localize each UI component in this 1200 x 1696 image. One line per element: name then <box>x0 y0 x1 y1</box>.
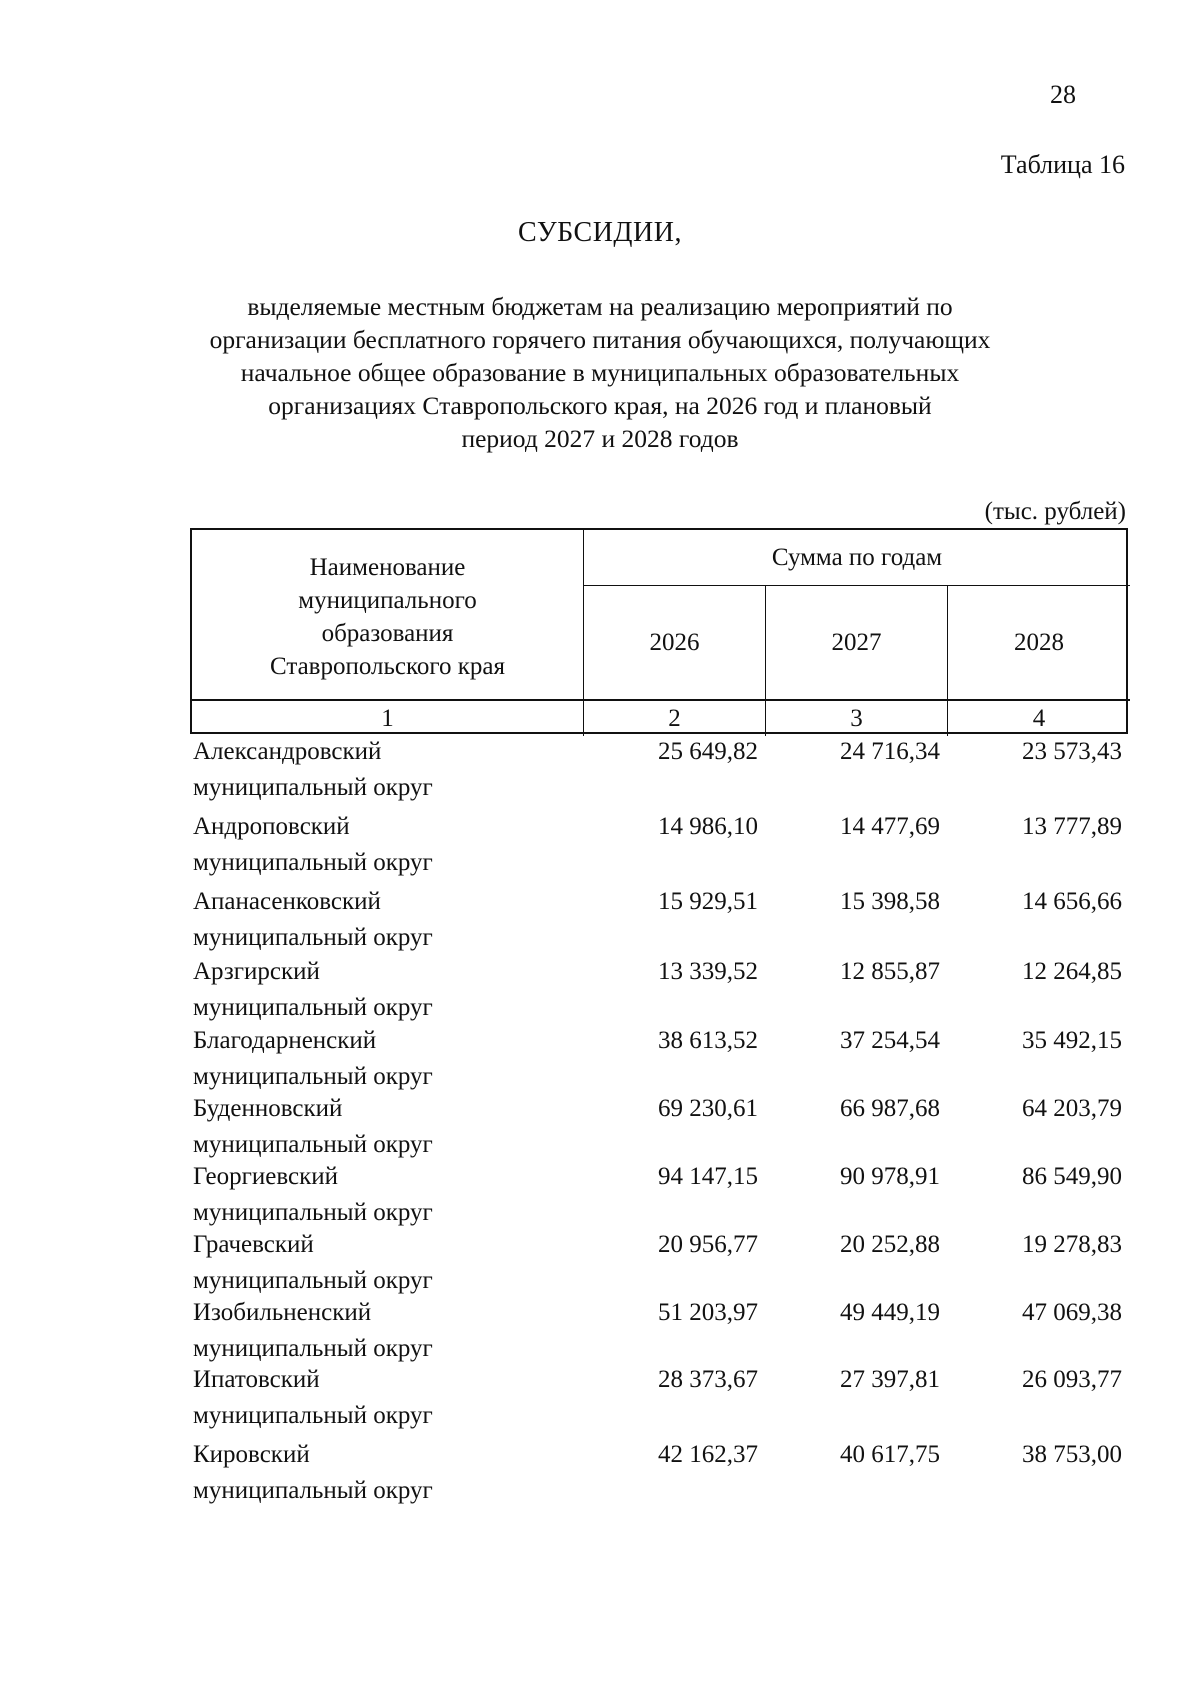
value-2027: 15 398,58 <box>840 888 940 915</box>
column-number: 1 <box>192 699 584 736</box>
value-2026: 28 373,67 <box>658 1366 758 1393</box>
value-2028: 64 203,79 <box>1022 1095 1122 1122</box>
table-label: Таблица 16 <box>1000 150 1125 179</box>
value-2028: 26 093,77 <box>1022 1366 1122 1393</box>
value-2027: 37 254,54 <box>840 1027 940 1054</box>
header-year-2026: 2026 <box>584 586 766 699</box>
municipality-name: Арзгирский муниципальный округ <box>193 958 433 1021</box>
table-row <box>190 1227 1128 1295</box>
column-number: 3 <box>766 699 948 736</box>
table-row <box>190 1437 1128 1512</box>
value-2027: 90 978,91 <box>840 1163 940 1190</box>
document-title: СУБСИДИИ, <box>518 217 682 248</box>
municipality-name: Кировский муниципальный округ <box>193 1441 433 1504</box>
municipality-name: Георгиевский муниципальный округ <box>193 1163 433 1226</box>
value-2027: 66 987,68 <box>840 1095 940 1122</box>
value-2026: 20 956,77 <box>658 1231 758 1258</box>
header-sum-by-years: Сумма по годам <box>584 530 1130 586</box>
table-header <box>190 528 1128 734</box>
value-2026: 94 147,15 <box>658 1163 758 1190</box>
subtitle-line: организациях Ставропольского края, на 2026 год и плановый <box>268 391 932 420</box>
value-2027: 49 449,19 <box>840 1299 940 1326</box>
municipality-name: Апанасенковский муниципальный округ <box>193 888 433 951</box>
header-municipality <box>192 530 584 699</box>
column-number: 4 <box>948 699 1130 736</box>
value-2026: 42 162,37 <box>658 1441 758 1468</box>
value-2027: 24 716,34 <box>840 738 940 765</box>
municipality-name: Благодарненский муниципальный округ <box>193 1027 433 1090</box>
table-row <box>190 734 1128 809</box>
table-row <box>190 1023 1128 1091</box>
header-name-line: образования <box>321 619 454 647</box>
value-2027: 40 617,75 <box>840 1441 940 1468</box>
value-2027: 14 477,69 <box>840 813 940 840</box>
header-year-2027: 2027 <box>766 586 948 699</box>
table-row <box>190 954 1128 1023</box>
subtitle-line: начальное общее образование в муниципальных образовательных <box>240 358 960 387</box>
table-row <box>190 1091 1128 1159</box>
value-2026: 25 649,82 <box>658 738 758 765</box>
header-year-2028: 2028 <box>1014 628 1064 656</box>
municipality-name: Буденновский муниципальный округ <box>193 1095 433 1158</box>
value-2028: 12 264,85 <box>1022 958 1122 985</box>
document-subtitle <box>150 290 1050 455</box>
subtitle-line: период 2027 и 2028 годов <box>461 424 739 453</box>
column-number: 2 <box>584 699 766 736</box>
units-note: (тыс. рублей) <box>984 498 1126 525</box>
subtitle-line: выделяемые местным бюджетам на реализацию мероприятий по <box>247 292 953 321</box>
table-row <box>190 884 1128 954</box>
value-2026: 69 230,61 <box>658 1095 758 1122</box>
value-2026: 13 339,52 <box>658 958 758 985</box>
header-name-line: Наименование <box>309 553 466 581</box>
value-2028: 19 278,83 <box>1022 1231 1122 1258</box>
value-2026: 15 929,51 <box>658 888 758 915</box>
subtitle-line: организации бесплатного горячего питания обучающихся, получающих <box>209 325 991 354</box>
municipality-name: Ипатовский муниципальный округ <box>193 1366 433 1429</box>
table-row <box>190 1159 1128 1227</box>
value-2028: 38 753,00 <box>1022 1441 1122 1468</box>
table-row <box>190 1295 1128 1362</box>
table-row <box>190 809 1128 884</box>
value-2026: 38 613,52 <box>658 1027 758 1054</box>
value-2027: 12 855,87 <box>840 958 940 985</box>
value-2028: 47 069,38 <box>1022 1299 1122 1326</box>
header-name-line: Ставропольского края <box>270 652 505 680</box>
value-2027: 20 252,88 <box>840 1231 940 1258</box>
value-2026: 51 203,97 <box>658 1299 758 1326</box>
municipality-name: Александровский муниципальный округ <box>193 738 433 801</box>
value-2026: 14 986,10 <box>658 813 758 840</box>
municipality-name: Грачевский муниципальный округ <box>193 1231 433 1294</box>
value-2028: 13 777,89 <box>1022 813 1122 840</box>
table-row <box>190 1362 1128 1437</box>
header-name-line: муниципального <box>298 586 477 614</box>
municipality-name: Изобильненский муниципальный округ <box>193 1299 433 1362</box>
value-2028: 86 549,90 <box>1022 1163 1122 1190</box>
table-body <box>190 734 1128 1512</box>
municipality-name: Андроповский муниципальный округ <box>193 813 433 876</box>
page-number: 28 <box>1050 80 1076 109</box>
value-2027: 27 397,81 <box>840 1366 940 1393</box>
value-2028: 35 492,15 <box>1022 1027 1122 1054</box>
value-2028: 14 656,66 <box>1022 888 1122 915</box>
value-2028: 23 573,43 <box>1022 738 1122 765</box>
